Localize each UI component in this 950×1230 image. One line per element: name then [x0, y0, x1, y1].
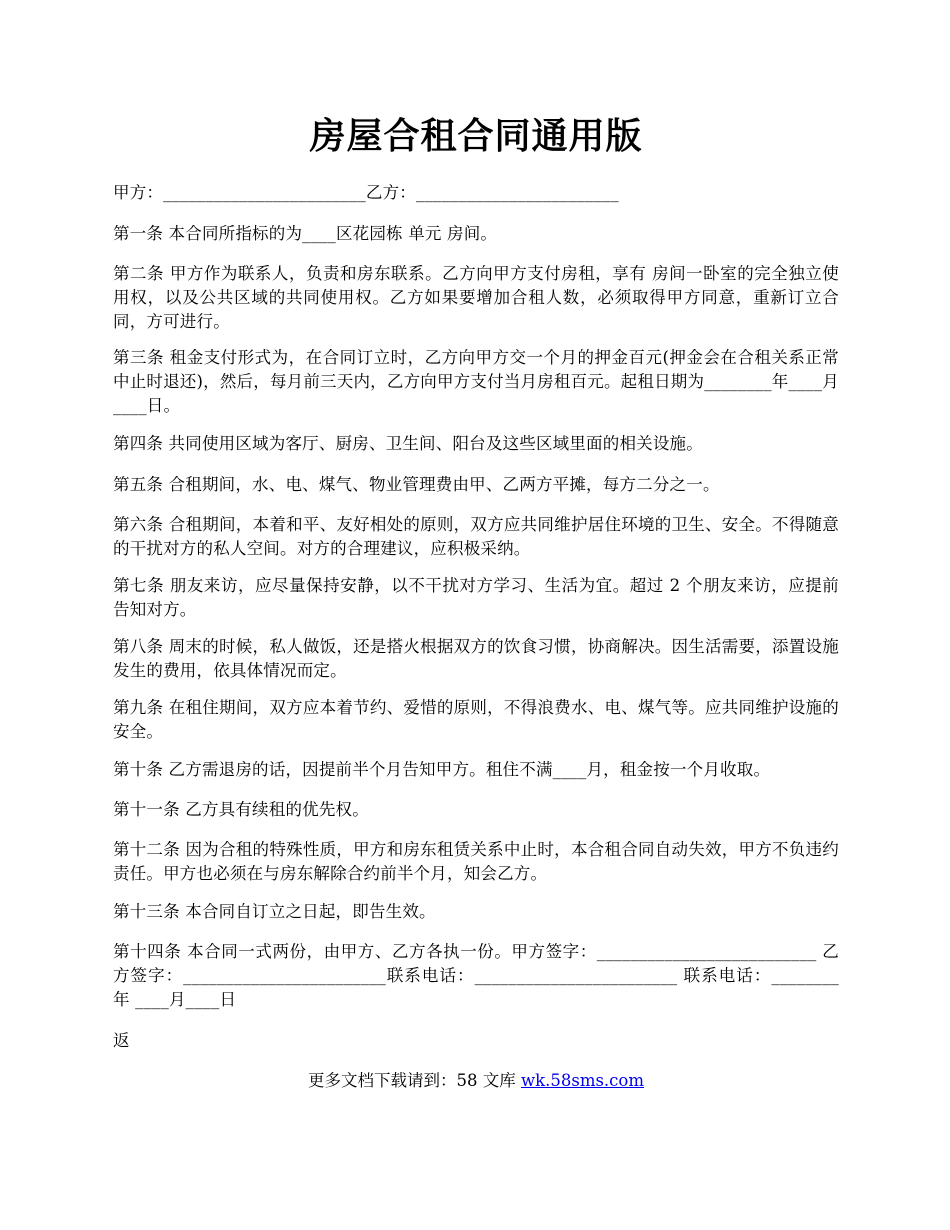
clause-9: 第九条 在租住期间，双方应本着节约、爱惜的原则，不得浪费水、电、煤气等。应共同维护设施的安全。: [113, 698, 839, 741]
clause-6: 第六条 合租期间，本着和平、友好相处的原则，双方应共同维护居住环境的卫生、安全。不得随意的干扰对方的私人空间。对方的合理建议，应积极采纳。: [113, 515, 839, 558]
clause-4: 第四条 共同使用区域为客厅、厨房、卫生间、阳台及这些区域里面的相关设施。: [113, 434, 703, 453]
clause-10: 第十条 乙方需退房的话，因提前半个月告知甲方。租住不满____月，租金按一个月收取。: [113, 760, 771, 779]
clause-3: 第三条 租金支付形式为，在合同订立时，乙方向甲方交一个月的押金百元(押金会在合租关系正常中止时退还)，然后，每月前三天内，乙方向甲方支付当月房租百元。起租日期为________年____月____日。: [113, 348, 839, 415]
clause-1: 第一条 本合同所指标的为____区花园栋 单元 房间。: [113, 224, 498, 243]
document-title: 房屋合租合同通用版: [309, 115, 643, 157]
clause-5: 第五条 合租期间，水、电、煤气、物业管理费由甲、乙两方平摊，每方二分之一。: [113, 475, 720, 494]
trailing-text: 返: [113, 1031, 130, 1050]
clause-12: 第十二条 因为合租的特殊性质，甲方和房东租赁关系中止时，本合租合同自动失效，甲方不负违约责任。甲方也必须在与房东解除合约前半个月，知会乙方。: [113, 840, 839, 883]
clause-8: 第八条 周末的时候，私人做饭，还是搭火根据双方的饮食习惯，协商解决。因生活需要，添置设施发生的费用，依具体情况而定。: [113, 637, 839, 680]
footer-link[interactable]: wk.58sms.com: [520, 1071, 644, 1090]
parties-line: 甲方：________________________乙方：________________________: [113, 183, 619, 202]
clause-14: 第十四条 本合同一式两份，由甲方、乙方各执一份。甲方签字：__________________________ 乙方签字：________________________联系电话：________________________ 联系电话：________年 ____月____日: [113, 942, 839, 1009]
clause-11: 第十一条 乙方具有续租的优先权。: [113, 800, 369, 819]
footer: [113, 1069, 839, 1093]
clause-2: 第二条 甲方作为联系人，负责和房东联系。乙方向甲方支付房租，享有 房间一卧室的完全独立使用权，以及公共区域的共同使用权。乙方如果要增加合租人数，必须取得甲方同意，重新订立合同，方可进行。: [113, 264, 839, 331]
footer-text: 更多文档下载请到：58 文库: [307, 1071, 521, 1090]
clause-13: 第十三条 本合同自订立之日起，即告生效。: [113, 902, 436, 921]
clause-7: 第七条 朋友来访，应尽量保持安静，以不干扰对方学习、生活为宜。超过 2 个朋友来访，应提前告知对方。: [113, 576, 839, 619]
